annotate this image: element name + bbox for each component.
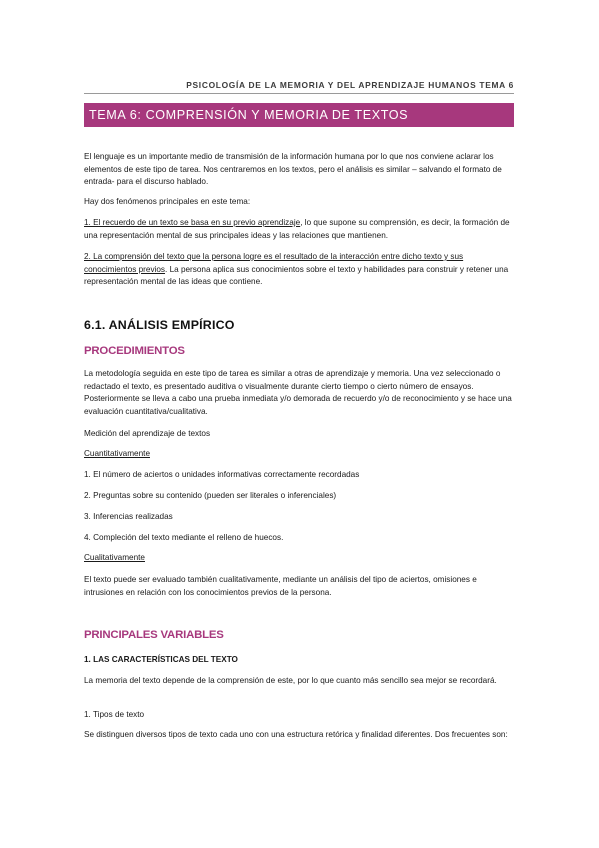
phenomenon-2: [84, 251, 516, 289]
measure-item: 3. Inferencias realizadas: [84, 512, 173, 521]
variables-subheading-1: 1. LAS CARACTERÍSTICAS DEL TEXTO: [84, 655, 238, 664]
cuantitativamente-label: Cuantitativamente: [84, 449, 150, 458]
medicion-label: Medición del aprendizaje de textos: [84, 429, 211, 438]
phenomenon-1-underlined: 1. El recuerdo de un texto se basa en su previo aprendizaje: [84, 218, 301, 227]
phenomenon-1: [84, 217, 516, 242]
phenomenon-2-underlined: 2. La comprensión del texto que la persona logre es el resultado de la interacción entre dicho texto y sus conocimientos previos: [84, 252, 464, 274]
subheading-principales-variables: PRINCIPALES VARIABLES: [84, 629, 224, 641]
measure-item: 1. El número de aciertos o unidades informativas correctamente recordadas: [84, 470, 360, 479]
cualitativamente-paragraph: El texto puede ser evaluado también cualitativamente, mediante un análisis del tipo de aciertos, omisiones e intrusiones en relación con los conocimientos previos de la persona.: [84, 575, 477, 597]
subheading-procedimientos: PROCEDIMIENTOS: [84, 345, 185, 357]
phenomenon-1-rest: , lo que supone su comprensión, es decir, la formación de una representación mental de sus principales ideas y las relaciones que mantienen.: [84, 218, 510, 240]
measure-item: 4. Compleción del texto mediante el relleno de huecos.: [84, 533, 284, 542]
chapter-title-band: [84, 103, 514, 127]
measure-item: 2. Preguntas sobre su contenido (pueden ser literales o inferenciales): [84, 491, 337, 500]
tipos-de-texto-paragraph: Se distinguen diversos tipos de texto cada uno con una estructura retórica y finalidad diferentes. Dos frecuentes son:: [84, 730, 508, 739]
running-header: PSICOLOGÍA DE LA MEMORIA Y DEL APRENDIZAJE HUMANOS TEMA 6: [186, 80, 514, 90]
variables-paragraph-1: La memoria del texto depende de la comprensión de este, por lo que cuanto más sencillo sea mejor se recordará.: [84, 676, 497, 685]
phenomenon-2-rest: . La persona aplica sus conocimientos sobre el texto y habilidades para construir y retener una representación mental de las ideas que contiene.: [84, 264, 509, 287]
chapter-title: TEMA 6: COMPRENSIÓN Y MEMORIA DE TEXTOS: [89, 108, 409, 122]
section-heading-6-1: 6.1. ANÁLISIS EMPÍRICO: [84, 318, 235, 332]
intro-paragraph: El lenguaje es un importante medio de transmisión de la información humana por lo que nos conviene aclarar los elementos de este tipo de tarea. Nos centraremos en los textos, pero el análisis es similar – salvando el formato de entrada- para el discurso hablado.: [84, 152, 502, 187]
tipos-de-texto-label: 1. Tipos de texto: [84, 710, 145, 719]
header-rule: [84, 93, 514, 94]
cualitativamente-label: Cualitativamente: [84, 553, 145, 562]
procedimientos-paragraph: La metodología seguida en este tipo de tarea es similar a otras de aprendizaje y memoria. Una vez seleccionado o redactado el texto, es presentado auditiva o visualmente durante cierto tiempo o cierto número de ensayos. Posteriormente se lleva a cabo una prueba inmediata y/o demorada de recuerdo y/o de reconocimiento y se hace una evaluación cuantitativa/cualitativa.: [84, 369, 512, 416]
intro-phenomena-lead: Hay dos fenómenos principales en este tema:: [84, 197, 251, 206]
